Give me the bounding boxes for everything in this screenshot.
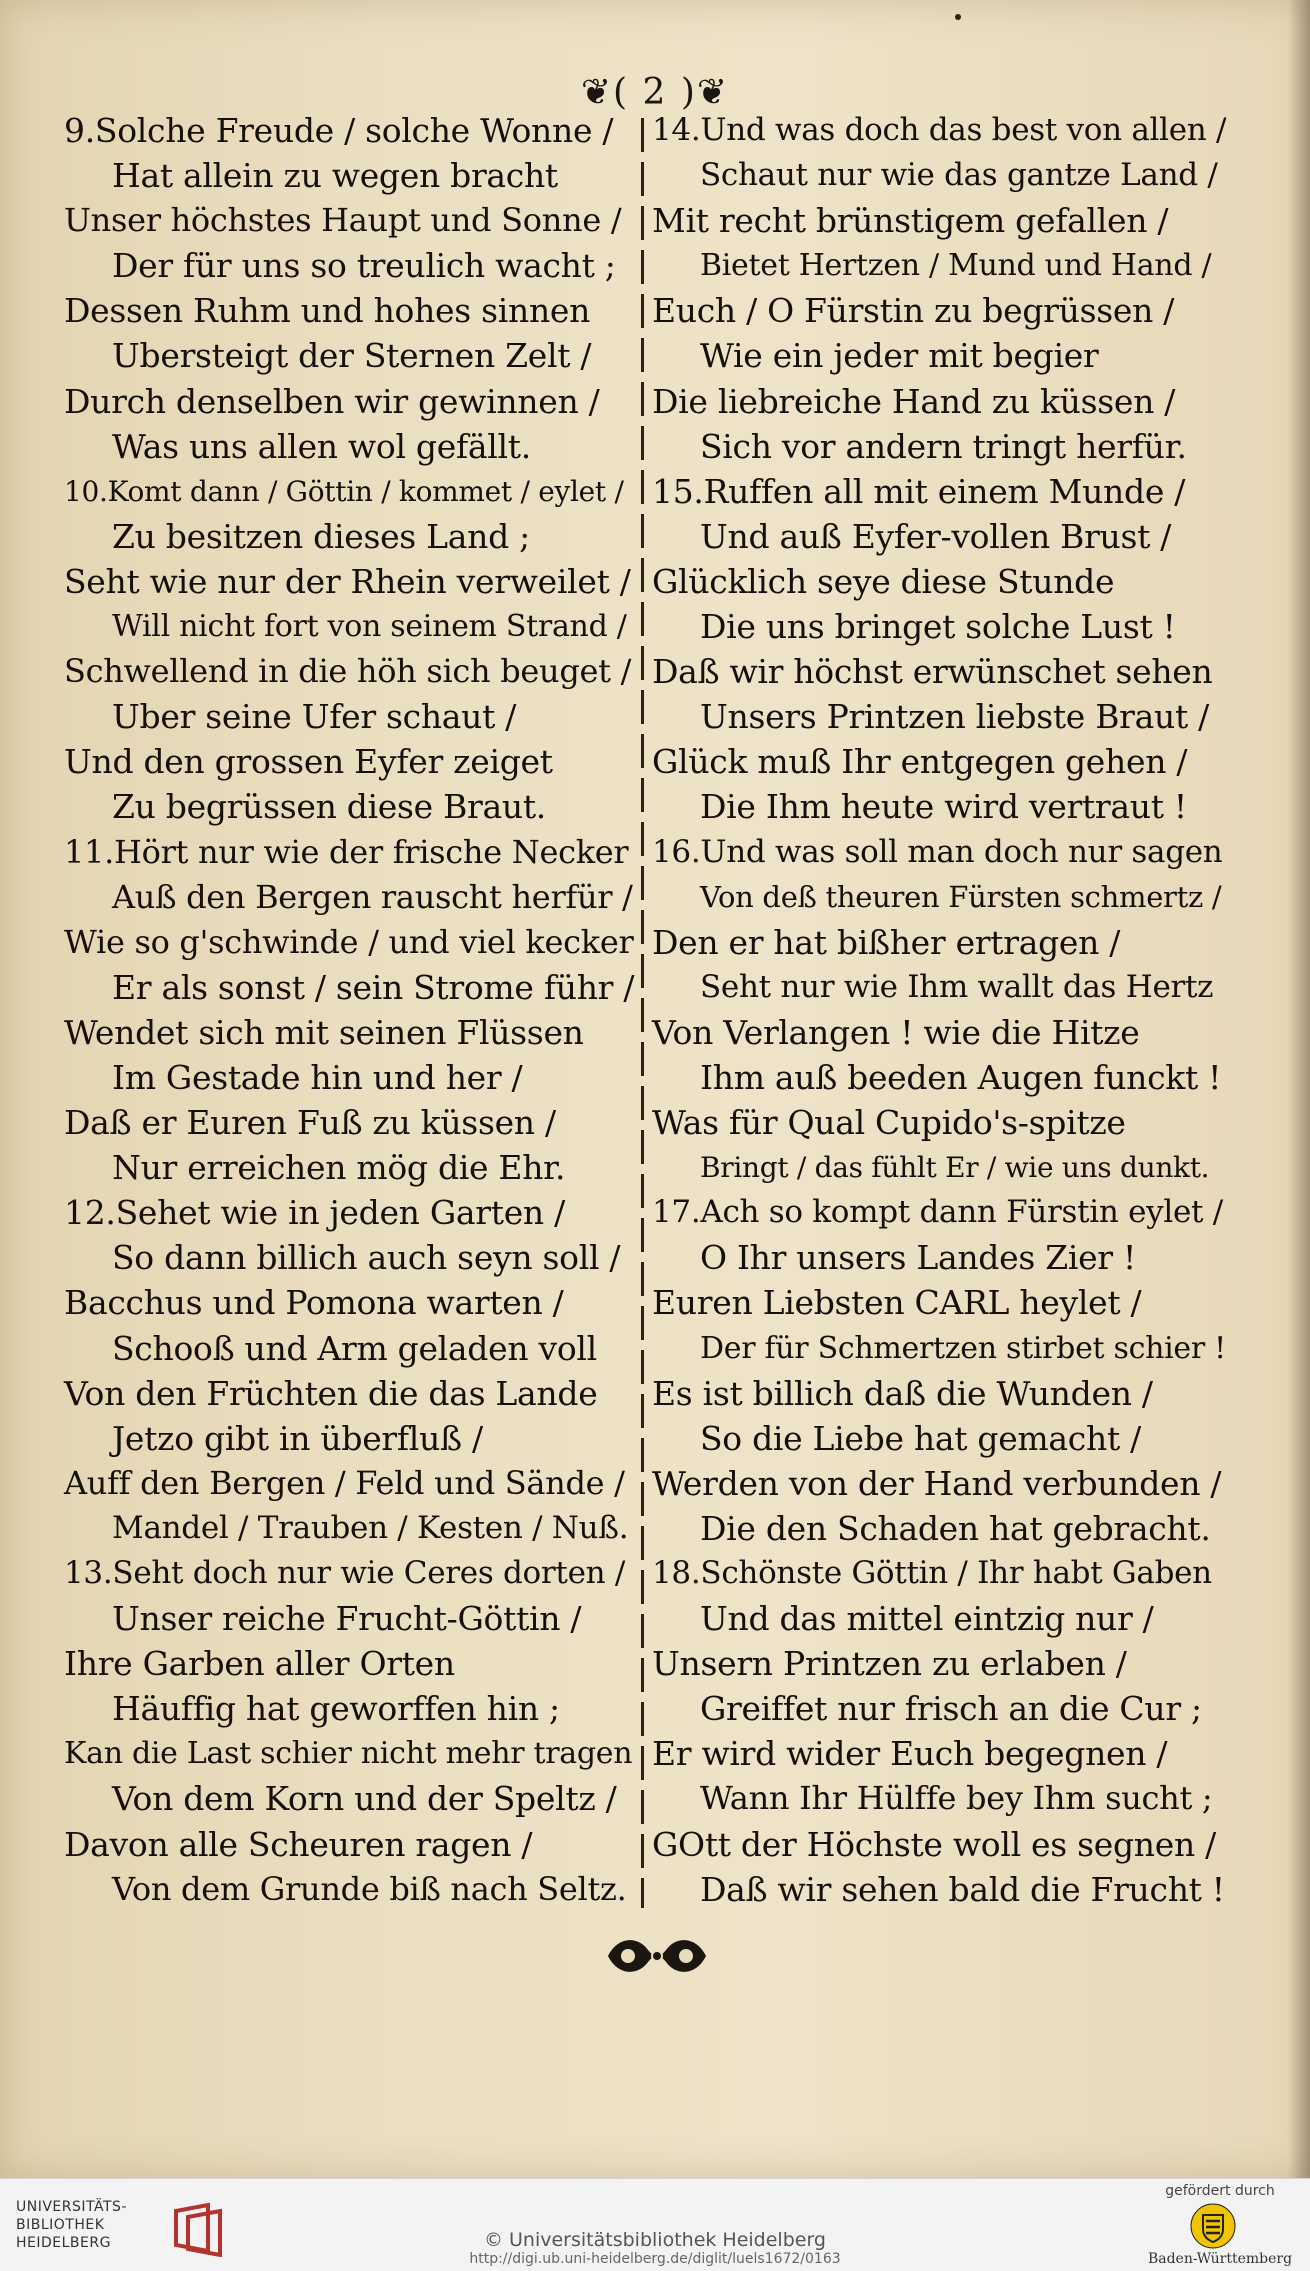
verse-line: Davon alle Scheuren ragen / <box>64 1824 533 1864</box>
verse-line: Nur erreichen mög die Ehr. <box>112 1148 566 1188</box>
library-name-line3: HEIDELBERG <box>16 2235 111 2251</box>
verse-line: Will nicht fort von seinem Strand / <box>112 609 627 645</box>
verse-line: 10.Komt dann / Göttin / kommet / eylet / <box>64 474 624 508</box>
verse-line: Wann Ihr Hülffe bey Ihm sucht ; <box>700 1779 1213 1818</box>
verse-line: Unser reiche Frucht-Göttin / <box>112 1599 582 1639</box>
verse-line: Und auß Eyfer-vollen Brust / <box>700 516 1172 556</box>
verse-line: Zu besitzen dieses Land ; <box>112 516 530 556</box>
verse-line: Ihre Garben aller Orten <box>64 1644 455 1684</box>
verse-line: Uber seine Ufer schaut / <box>112 697 517 737</box>
verse-line: Was für Qual Cupido's-spitze <box>652 1103 1126 1143</box>
verse-line: Unsern Printzen zu erlaben / <box>652 1644 1127 1684</box>
verse-line: Von den Früchten die das Lande <box>64 1373 598 1413</box>
verse-line: 18.Schönste Göttin / Ihr habt Gaben <box>652 1555 1212 1591</box>
verse-line: Greiffet nur frisch an die Cur ; <box>700 1689 1202 1729</box>
verse-line: 15.Ruffen all mit einem Munde / <box>652 471 1186 511</box>
verse-line: Mit recht brünstigem gefallen / <box>652 201 1169 241</box>
verse-line: GOtt der Höchste woll es segnen / <box>652 1824 1216 1864</box>
verse-line: Glücklich seye diese Stunde <box>652 561 1115 601</box>
verse-line: Der für Schmertzen stirbet schier ! <box>700 1330 1226 1366</box>
verse-line: Ihm auß beeden Augen funckt ! <box>700 1057 1222 1097</box>
verse-line: Er wird wider Euch begegnen / <box>652 1734 1168 1774</box>
library-name-line1: UNIVERSITÄTS- <box>16 2199 127 2215</box>
verse-line: Bietet Hertzen / Mund und Hand / <box>700 248 1212 284</box>
verse-line: Werden von der Hand verbunden / <box>652 1463 1222 1503</box>
copyright-notice: © Universitätsbibliothek Heidelberg <box>483 2229 826 2251</box>
verse-line: Die uns bringet solche Lust ! <box>700 607 1176 647</box>
column-divider <box>641 118 644 1908</box>
verse-line: So die Liebe hat gemacht / <box>700 1418 1141 1458</box>
verse-line: Von dem Grunde biß nach Seltz. <box>112 1869 627 1908</box>
verse-line: 11.Hört nur wie der frische Necker <box>64 832 629 871</box>
verse-line: Es ist billich daß die Wunden / <box>652 1373 1153 1413</box>
verse-line: 13.Seht doch nur wie Ceres dorten / <box>64 1555 625 1591</box>
verse-line: Ubersteigt der Sternen Zelt / <box>112 336 592 376</box>
verse-line: Die Ihm heute wird vertraut ! <box>700 787 1187 827</box>
verse-line: Sich vor andern tringt herfür. <box>700 426 1187 466</box>
ub-heidelberg-logo[interactable] <box>16 2199 216 2261</box>
verse-line: 9.Solche Freude / solche Wonne / <box>64 111 614 150</box>
verse-line: Unser höchstes Haupt und Sonne / <box>64 201 622 240</box>
verse-line: So dann billich auch seyn soll / <box>112 1238 621 1278</box>
verse-line: Glück muß Ihr entgegen gehen / <box>652 742 1188 782</box>
footer-bar <box>0 2178 1310 2271</box>
verse-line: Von dem Korn und der Speltz / <box>112 1779 617 1819</box>
verse-line: Die den Schaden hat gebracht. <box>700 1508 1211 1548</box>
verse-line: Daß er Euren Fuß zu küssen / <box>64 1103 556 1143</box>
verse-line: Auß den Bergen rauscht herfür / <box>112 877 633 916</box>
verse-line: Im Gestade hin und her / <box>112 1057 523 1097</box>
verse-line: Jetzo gibt in überfluß / <box>112 1418 483 1458</box>
verse-line: Zu begrüssen diese Braut. <box>112 787 546 827</box>
document-url-link[interactable]: http://digi.ub.uni-heidelberg.de/diglit/luels1672/0163 <box>469 2251 841 2267</box>
verse-line: Schaut nur wie das gantze Land / <box>700 157 1218 194</box>
verse-line: Auff den Bergen / Feld und Sände / <box>64 1463 625 1502</box>
library-name-line2: BIBLIOTHEK <box>16 2217 105 2233</box>
funder-name: Baden-Württemberg <box>1147 2251 1293 2267</box>
left-verse-column <box>64 108 634 1912</box>
ink-dot <box>955 14 961 20</box>
verse-line: Bringt / das fühlt Er / wie uns dunkt. <box>700 1151 1210 1185</box>
verse-line: Seht wie nur der Rhein verweilet / <box>64 561 631 601</box>
verse-line: Von Verlangen ! wie die Hitze <box>652 1012 1140 1052</box>
verse-line: Daß wir sehen bald die Frucht ! <box>700 1869 1225 1909</box>
verse-line: Bacchus und Pomona warten / <box>64 1283 564 1323</box>
verse-line: 14.Und was doch das best von allen / <box>652 112 1227 148</box>
verse-line: Die liebreiche Hand zu küssen / <box>652 381 1176 421</box>
verse-line: Er als sonst / sein Strome führ / <box>112 967 635 1007</box>
verse-line: Und den grossen Eyfer zeiget <box>64 742 553 782</box>
right-verse-column <box>652 108 1227 1912</box>
ub-mark-icon <box>168 2201 228 2257</box>
verse-line: Und das mittel eintzig nur / <box>700 1599 1154 1639</box>
verse-line: Den er hat bißher ertragen / <box>652 922 1121 962</box>
verse-line: Hat allein zu wegen bracht <box>112 156 558 196</box>
verse-line: 16.Und was soll man doch nur sagen <box>652 833 1223 870</box>
verse-line: Euch / O Fürstin zu begrüssen / <box>652 291 1175 331</box>
verse-line: Wie ein jeder mit begier <box>700 336 1099 376</box>
verse-line: Der für uns so treulich wacht ; <box>112 246 616 286</box>
verse-line: 17.Ach so kompt dann Fürstin eylet / <box>652 1194 1223 1231</box>
verse-line: Daß wir höchst erwünschet sehen <box>652 652 1213 692</box>
verse-line: Von deß theuren Fürsten schmertz / <box>700 879 1222 914</box>
baden-wuerttemberg-seal-icon[interactable] <box>1190 2203 1236 2249</box>
verse-line: Schwellend in die höh sich beuget / <box>64 652 632 691</box>
verse-line: Kan die Last schier nicht mehr tragen <box>64 1736 633 1772</box>
verse-line: O Ihr unsers Landes Zier ! <box>700 1238 1136 1278</box>
verse-line: Häuffig hat geworffen hin ; <box>112 1689 560 1729</box>
verse-line: Unsers Printzen liebste Braut / <box>700 697 1209 737</box>
verse-line: Was uns allen wol gefällt. <box>112 426 531 466</box>
verse-line: Durch denselben wir gewinnen / <box>64 381 600 421</box>
funded-by-label: gefördert durch <box>1165 2183 1275 2199</box>
verse-line: Dessen Ruhm und hohes sinnen <box>64 291 591 331</box>
verse-line: Wendet sich mit seinen Flüssen <box>64 1012 584 1052</box>
verse-line: Seht nur wie Ihm wallt das Hertz <box>700 968 1214 1005</box>
ornament-icon <box>598 1928 716 1984</box>
verse-line: Mandel / Trauben / Kesten / Nuß. <box>112 1509 629 1546</box>
page-number-header: ❦( 2 )❦ <box>580 72 730 113</box>
page-edge-shadow <box>1288 0 1310 2178</box>
verse-line: 12.Sehet wie in jeden Garten / <box>64 1193 565 1233</box>
verse-line: Schooß und Arm geladen voll <box>112 1328 597 1368</box>
verse-line: Euren Liebsten CARL heylet / <box>652 1283 1142 1323</box>
verse-line: Wie so g'schwinde / und viel kecker <box>64 922 634 961</box>
